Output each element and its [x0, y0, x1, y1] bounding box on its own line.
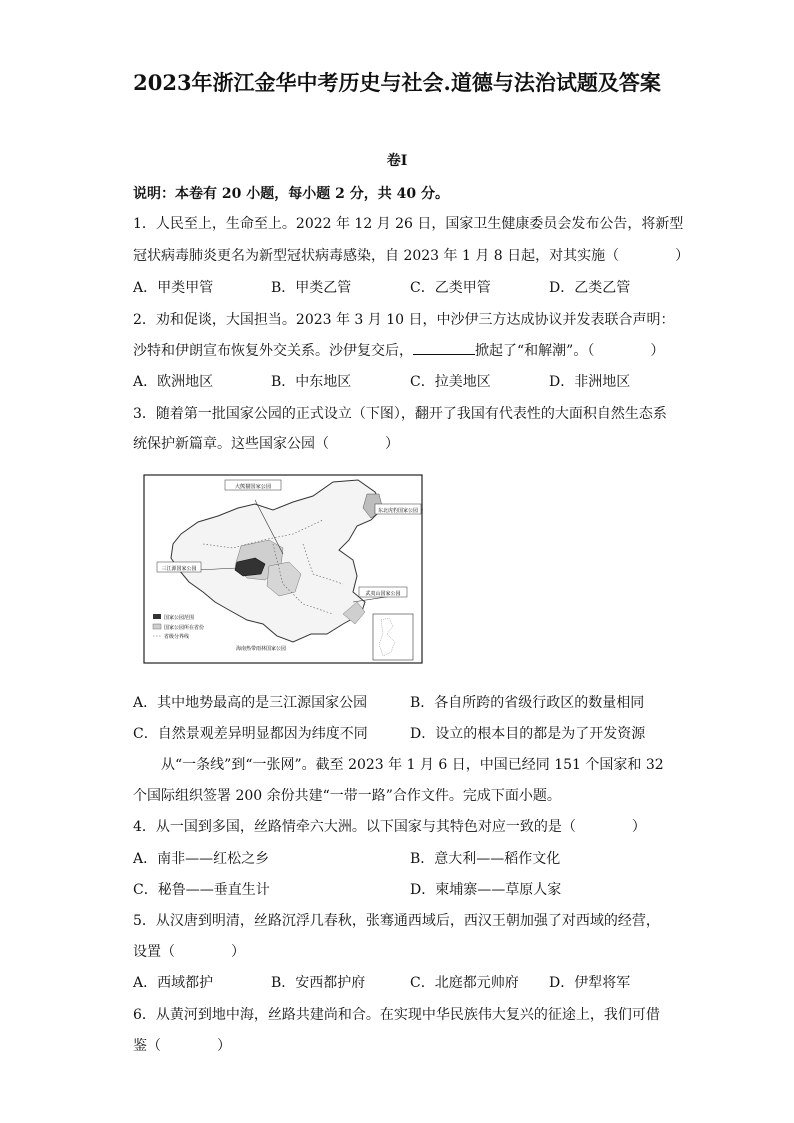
q1-option-c: C．乙类甲管: [410, 280, 491, 296]
legend-park-province: 国家公园所在省份: [164, 625, 205, 631]
q2-answer-blank: [413, 340, 475, 355]
q1-option-b: B．甲类乙管: [271, 280, 352, 296]
q3-option-c: C．自然景观差异明显都因为纬度不同: [133, 726, 368, 742]
q1-option-a: A．甲类甲管: [133, 280, 214, 296]
legend-province-boundary: 省级分界线: [164, 634, 190, 640]
q2-option-d: D．非洲地区: [549, 374, 631, 390]
page-title: 2023年浙江金华中考历史与社会.道德与法治试题及答案: [133, 70, 661, 95]
q2-option-b: B．中东地区: [271, 374, 352, 390]
label-wuyishan-park: 武夷山国家公园: [365, 591, 401, 597]
label-panda-park: 大熊猫国家公园: [234, 484, 272, 490]
q5-option-c: C．北庭都元帅府: [410, 975, 519, 991]
q2-option-c: C．拉美地区: [410, 374, 491, 390]
section-heading: 卷I: [386, 153, 408, 169]
q2-line1: 2．劝和促谈，大国担当。2023 年 3 月 10 日，中沙伊三方达成协议并发表联合声明：: [133, 312, 675, 328]
south-china-sea-inset: [373, 614, 413, 660]
label-sanjiangyuan-park: 三江源国家公园: [161, 566, 197, 572]
q4-line1: 4．从一国到多国，丝路情牵六大洲。以下国家与其特色对应一致的是（ ）: [133, 819, 646, 835]
intro-line2: 个国际组织签署 200 余份共建“一带一路”合作文件。完成下面小题。: [133, 788, 561, 804]
legend-park-range: 国家公园范围: [164, 615, 195, 621]
q3-line1: 3．随着第一批国家公园的正式设立（下图），翻开了我国有代表性的大面积自然生态系: [133, 406, 667, 422]
legend-swatch-park: [153, 614, 161, 619]
q2-line2: [133, 340, 664, 360]
q6-line1: 6．从黄河到地中海，丝路共建尚和合。在实现中华民族伟大复兴的征途上，我们可借: [133, 1007, 660, 1023]
q3-option-a: A．其中地势最高的是三江源国家公园: [133, 695, 368, 711]
q4-option-c: C．秘鲁——垂直生计: [133, 882, 270, 898]
q5-line1: 5．从汉唐到明清，丝路沉浮几春秋，张骞通西域后，西汉王朝加强了对西域的经营，: [133, 913, 660, 929]
q4-option-d: D．柬埔寨——草原人家: [410, 882, 562, 898]
label-hainan-park: 海南热带雨林国家公园: [235, 646, 287, 652]
intro-line1: 从“一条线”到“一张网”。截至 2023 年 1 月 6 日，中国已经同 151 个国家和 32: [161, 757, 664, 773]
q5-option-a: A．西域都护: [133, 975, 214, 991]
q5-option-d: D．伊犁将军: [549, 975, 631, 991]
q3-option-b: B．各自所跨的省级行政区的数量相同: [410, 695, 645, 711]
q5-line2: 设置（ ）: [133, 944, 245, 960]
q1-line1: 1．人民至上，生命至上。2022 年 12 月 26 日，国家卫生健康委员会发布公告，将新型: [133, 216, 684, 232]
label-tiger-leopard-park: 东北虎豹国家公园: [377, 508, 419, 514]
q5-option-b: B．安西都护府: [271, 975, 366, 991]
q4-option-b: B．意大利——稻作文化: [410, 851, 561, 867]
q1-line2: 冠状病毒肺炎更名为新型冠状病毒感染，自 2023 年 1 月 8 日起，对其实施（ ）: [133, 248, 690, 264]
national-parks-map: [143, 474, 423, 664]
q6-line2: 鉴（ ）: [133, 1038, 231, 1054]
q2-option-a: A．欧洲地区: [133, 374, 214, 390]
q3-option-d: D．设立的根本目的都是为了开发资源: [410, 726, 646, 742]
q2-line2-start: 沙特和伊朗宣布恢复外交关系。沙伊复交后，: [133, 343, 413, 359]
q4-option-a: A．南非——红松之乡: [133, 851, 270, 867]
legend-swatch-province: [153, 624, 161, 629]
q2-line2-end: 掀起了“和解潮”。（ ）: [475, 343, 665, 359]
q1-option-d: D．乙类乙管: [549, 280, 631, 296]
q3-line2: 统保护新篇章。这些国家公园（ ）: [133, 436, 399, 452]
instructions: 说明：本卷有 20 小题，每小题 2 分，共 40 分。: [133, 186, 449, 202]
